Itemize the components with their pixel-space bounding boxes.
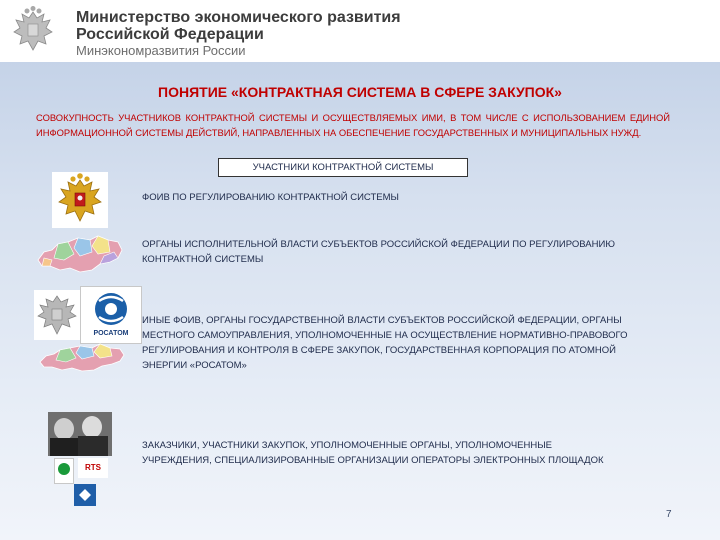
coat-of-arms-icon xyxy=(52,172,108,228)
ministry-header xyxy=(0,0,720,62)
sberbank-logo-mark xyxy=(58,463,70,475)
sberbank-logo xyxy=(54,458,74,484)
russian-coat-of-arms-icon xyxy=(6,6,60,56)
russia-map-small-icon xyxy=(36,340,128,376)
participant-item-2: ОРГАНЫ ИСПОЛНИТЕЛЬНОЙ ВЛАСТИ СУБЪЕКТОВ РОССИЙСКОЙ ФЕДЕРАЦИИ ПО РЕГУЛИРОВАНИЮ КОНТРАКТНОЙ СИСТЕМЫ xyxy=(142,239,615,265)
ministry-name-line1: Министерство экономического развития xyxy=(76,9,401,26)
ministry-short-name: Минэкономразвития России xyxy=(76,43,246,58)
page-number: 7 xyxy=(666,509,672,520)
person-head-1 xyxy=(54,418,74,440)
slide-title: ПОНЯТИЕ «КОНТРАКТНАЯ СИСТЕМА В СФЕРЕ ЗАКУПОК» xyxy=(158,84,562,100)
russia-map-icon xyxy=(34,230,126,278)
gray-coat-of-arms-icon xyxy=(34,290,80,340)
officials-photo xyxy=(48,412,112,456)
diamond-icon xyxy=(79,489,91,501)
participants-heading-box: УЧАСТНИКИ КОНТРАКТНОЙ СИСТЕМЫ xyxy=(218,158,468,177)
definition-text: СОВОКУПНОСТЬ УЧАСТНИКОВ КОНТРАКТНОЙ СИСТЕМЫ И ОСУЩЕСТВЛЯЕМЫХ ИМИ, В ТОМ ЧИСЛЕ С ИСПОЛЬЗОВАНИЕМ ЕДИНОЙ ИНФОРМАЦИОННОЙ СИСТЕМЫ ДЕЙСТВИЙ, НАПРАВЛЕННЫХ НА ОБЕСПЕЧЕНИЕ ГОСУДАРСТВЕННЫХ И МУНИЦИПАЛЬНЫХ НУЖД. xyxy=(36,112,670,138)
rosatom-logo-text: РОСАТОМ xyxy=(93,330,129,337)
person-head-2 xyxy=(82,416,102,438)
person-body-2 xyxy=(78,436,108,456)
rosatom-logo xyxy=(80,286,142,344)
rosatom-atom-icon xyxy=(91,291,131,327)
ministry-name-line2: Российской Федерации xyxy=(76,26,264,43)
etp-logo xyxy=(74,484,96,506)
participant-item-4: ЗАКАЗЧИКИ, УЧАСТНИКИ ЗАКУПОК, УПОЛНОМОЧЕННЫЕ ОРГАНЫ, УПОЛНОМОЧЕННЫЕ УЧРЕЖДЕНИЯ, СПЕЦИАЛИЗИРОВАННЫЕ ОРГАНИЗАЦИИ ОПЕРАТОРЫ ЭЛЕКТРОННЫХ ПЛОЩАДОК xyxy=(142,440,604,466)
rts-logo: RTS xyxy=(78,458,108,478)
participant-item-1: ФОИВ ПО РЕГУЛИРОВАНИЮ КОНТРАКТНОЙ СИСТЕМЫ xyxy=(142,192,399,203)
participant-item-3: ИНЫЕ ФОИВ, ОРГАНЫ ГОСУДАРСТВЕННОЙ ВЛАСТИ СУБЪЕКТОВ РОССИЙСКОЙ ФЕДЕРАЦИИ, ОРГАНЫ МЕСТНОГО САМОУПРАВЛЕНИЯ, УПОЛНОМОЧЕННЫЕ НА ОСУЩЕСТВЛЕНИЕ НОРМАТИВНО-ПРАВОВОГО РЕГУЛИРОВАНИЯ И КОНТРОЛЯ В СФЕРЕ ЗАКУПОК, ГОСУДАРСТВЕННАЯ КОРПОРАЦИЯ ПО АТОМНОЙ ЭНЕРГИИ «РОСАТОМ» xyxy=(142,315,628,371)
person-body-1 xyxy=(50,438,78,456)
